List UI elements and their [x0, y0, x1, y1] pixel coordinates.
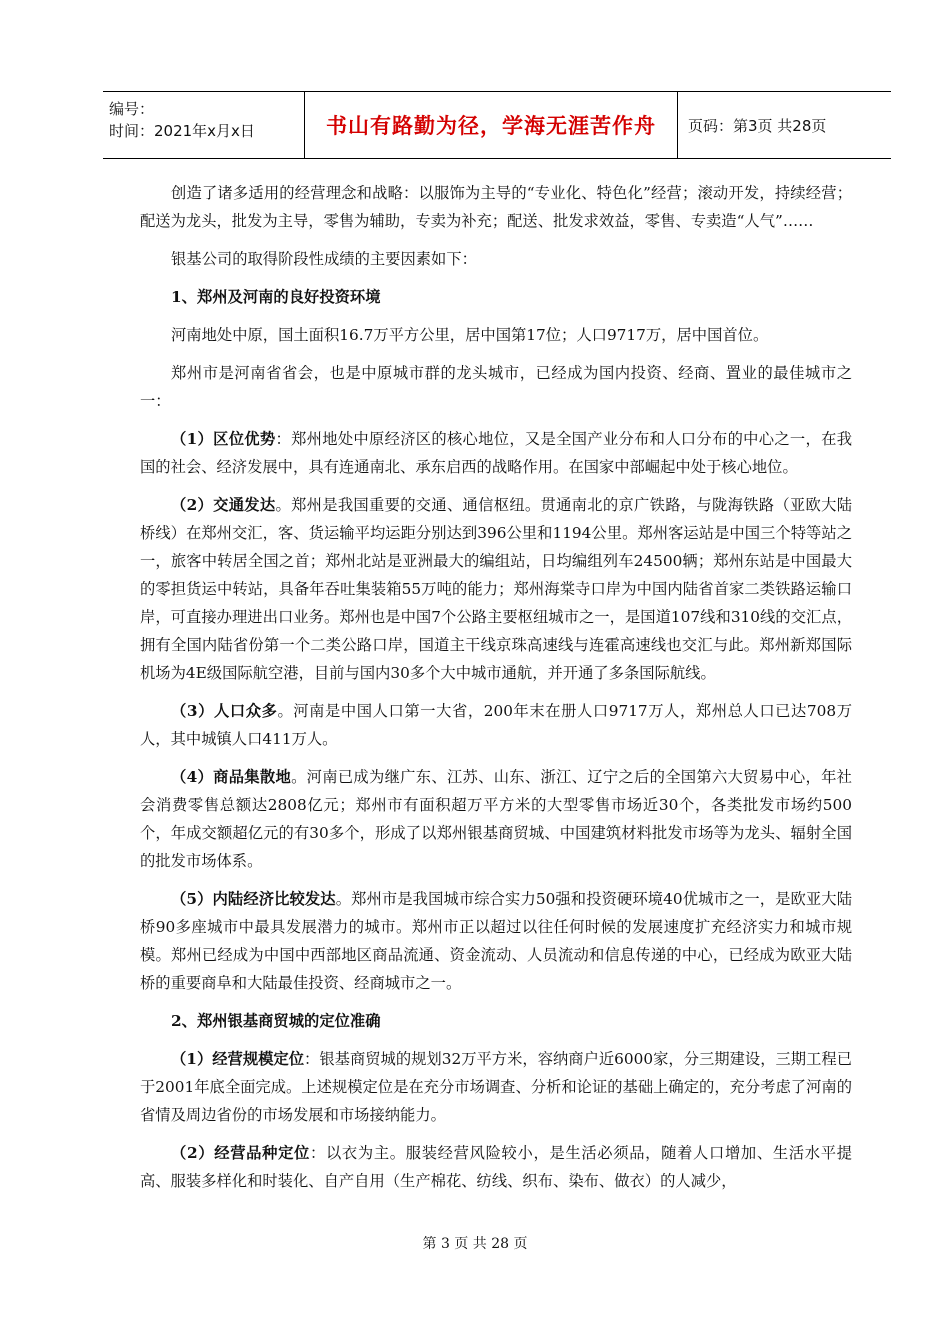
list-item	[140, 425, 852, 481]
paragraph: 河南地处中原，国土面积16.7万平方公里，居中国第17位；人口9717万，居中国首位。	[171, 326, 769, 344]
item-text: 。郑州市是我国城市综合实力50强和投资硬环境40优城市之一，是欧亚大陆桥90多座城市中最具发展潜力的城市。郑州市正以超过以往任何时候的发展速度扩充经济实力和城市规模。郑州已经成为中国中西部地区商品流通、资金流动、人员流动和信息传递的中心，已经成为欧亚大陆桥的重要商阜和大陆最佳投资、经商城市之一。	[140, 890, 852, 992]
item-text: ：银基商贸城的规划32万平方米，容纳商户近6000家，分三期建设，三期工程已于2001年底全面完成。上述规模定位是在充分市场调查、分析和论证的基础上确定的，充分考虑了河南的省情及周边省份的市场发展和市场接纳能力。	[140, 1050, 852, 1124]
list-item	[140, 1139, 852, 1195]
header-meta	[103, 92, 304, 158]
list-item	[140, 491, 852, 687]
item-text: 。河南已成为继广东、江苏、山东、浙江、辽宁之后的全国第六大贸易中心，年社会消费零售总额达2808亿元；郑州市有面积超万平方米的大型零售市场近30个，各类批发市场约500个，年成交额超亿元的有30多个，形成了以郑州银基商贸城、中国建筑材料批发市场等为龙头、辐射全国的批发市场体系。	[140, 768, 852, 870]
document-number-label: 编号：	[109, 100, 155, 118]
header-page-info: 页码：第3页 共28页	[688, 116, 827, 135]
document-date: 时间：2021年x月x日	[109, 122, 255, 140]
header-slogan: 书山有路勤为径，学海无涯苦作舟	[304, 92, 678, 158]
item-title: （2）经营品种定位	[171, 1144, 310, 1162]
page-header	[103, 91, 891, 159]
paragraph: 郑州市是河南省省会，也是中原城市群的龙头城市，已经成为国内投资、经商、置业的最佳城市之一：	[140, 364, 852, 410]
list-item	[140, 763, 852, 875]
page-footer: 第 3 页 共 28 页	[422, 1236, 528, 1252]
item-title: （1）区位优势	[171, 430, 276, 448]
item-text: ：郑州地处中原经济区的核心地位，又是全国产业分布和人口分布的中心之一，在我国的社会、经济发展中，具有连通南北、承东启西的战略作用。在国家中部崛起中处于核心地位。	[140, 430, 852, 476]
item-title: （2）交通发达	[171, 496, 276, 514]
list-item	[140, 1045, 852, 1129]
list-item	[140, 885, 852, 997]
item-text: 。河南是中国人口第一大省，200年末在册人口9717万人，郑州总人口已达708万人，其中城镇人口411万人。	[140, 702, 852, 748]
item-title: （1）经营规模定位	[171, 1050, 305, 1068]
section-heading: 2、郑州银基商贸城的定位准确	[171, 1012, 381, 1030]
item-title: （3）人口众多	[171, 702, 278, 720]
document-body	[140, 179, 852, 1205]
paragraph: 银基公司的取得阶段性成绩的主要因素如下：	[171, 250, 477, 268]
list-item	[140, 697, 852, 753]
item-text: 。郑州是我国重要的交通、通信枢纽。贯通南北的京广铁路，与陇海铁路（亚欧大陆桥线）在郑州交汇，客、货运输平均运距分别达到396公里和1194公里。郑州客运站是中国三个特等站之一，旅客中转居全国之首；郑州北站是亚洲最大的编组站，日均编组列车24500辆；郑州东站是中国最大的零担货运中转站，具备年吞吐集装箱55万吨的能力；郑州海棠寺口岸为中国内陆省首家二类铁路运输口岸，可直接办理进出口业务。郑州也是中国7个公路主要枢纽城市之一，是国道107线和310线的交汇点，拥有全国内陆省份第一个二类公路口岸，国道主干线京珠高速线与连霍高速线也交汇与此。郑州新郑国际机场为4E级国际航空港，目前与国内30多个大中城市通航，并开通了多条国际航线。	[140, 496, 852, 682]
paragraph: 创造了诸多适用的经营理念和战略：以服饰为主导的“专业化、特色化”经营；滚动开发，持续经营；配送为龙头，批发为主导，零售为辅助，专卖为补充；配送、批发求效益，零售、专卖造“人气”……	[140, 184, 852, 230]
item-text: ：以衣为主。服装经营风险较小，是生活必须品，随着人口增加、生活水平提高、服装多样化和时装化、自产自用（生产棉花、纺线、织布、染布、做衣）的人减少，	[140, 1144, 852, 1190]
item-title: （5）内陆经济比较发达	[171, 890, 336, 908]
item-title: （4）商品集散地	[171, 768, 292, 786]
section-heading: 1、郑州及河南的良好投资环境	[171, 288, 381, 306]
